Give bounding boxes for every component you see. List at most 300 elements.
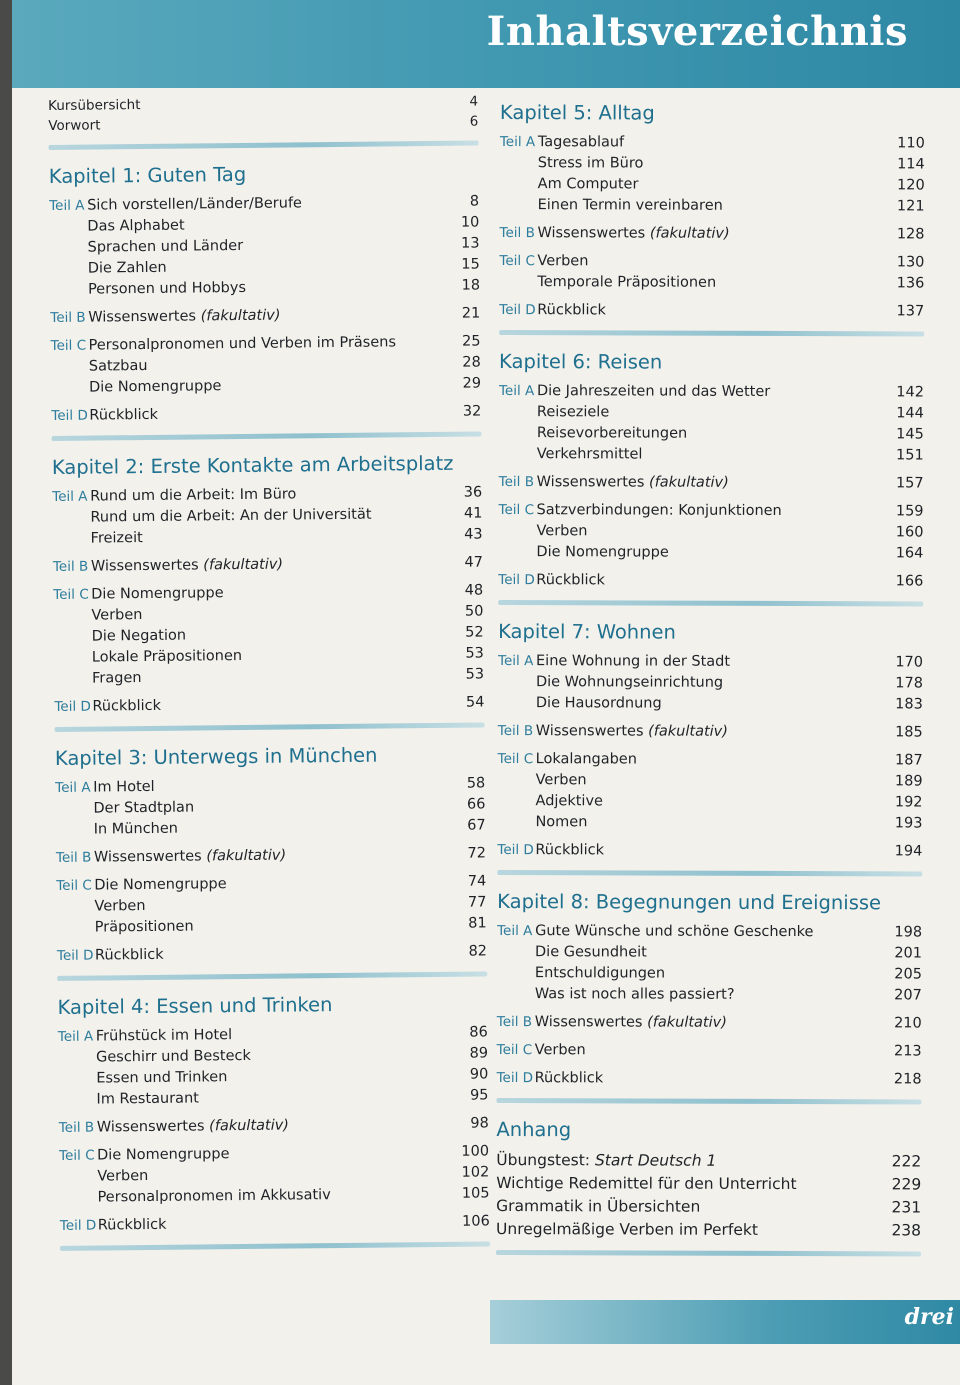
chapter-part — [54, 692, 484, 718]
toc-entry — [91, 524, 483, 549]
entry-text-wrap — [96, 1086, 444, 1111]
toc-entry — [537, 472, 924, 494]
part-label: Teil B — [498, 473, 534, 491]
part-label: Teil B — [497, 722, 534, 740]
part-label: Teil C — [50, 337, 87, 354]
entry-text-wrap — [496, 1218, 877, 1242]
entry-page: 137 — [896, 303, 925, 320]
entry-text-wrap — [89, 402, 437, 427]
toc-entry — [537, 300, 924, 322]
entry-text: Gute Wünsche und schöne Geschenke — [535, 923, 814, 941]
entry-page: 114 — [897, 156, 925, 173]
toc-entry — [535, 963, 922, 985]
entry-page: 194 — [894, 843, 923, 860]
entry-text-wrap — [536, 570, 879, 592]
chapter-part — [499, 381, 924, 466]
entry-text: Die Jahreszeiten und das Wetter — [536, 383, 771, 400]
toc-entry — [496, 1218, 921, 1242]
entry-text-wrap — [535, 963, 878, 985]
chapter-part — [53, 552, 483, 578]
entry-page: 207 — [894, 987, 922, 1004]
entry-note: (fakultativ) — [648, 474, 729, 491]
part-entries — [88, 303, 480, 328]
entry-note: (fakultativ) — [209, 1117, 290, 1135]
chapter-title: Kapitel 8: Begegnungen und Ereignisse — [497, 889, 882, 915]
entry-text-wrap — [496, 1195, 877, 1219]
entry-text-wrap — [536, 791, 879, 813]
chapter-title: Kapitel 6: Reisen — [499, 349, 663, 374]
entry-page: 238 — [891, 1221, 922, 1240]
entry-page: 189 — [894, 773, 923, 790]
part-entries — [94, 871, 487, 938]
entry-text-wrap — [537, 423, 880, 445]
appendix-title: Anhang — [496, 1117, 572, 1142]
entry-text: Rückblick — [97, 1216, 167, 1234]
entry-text: Reisevorbereitungen — [536, 425, 688, 442]
toc-entry — [536, 693, 923, 715]
entry-text: Die Nomengruppe — [94, 876, 227, 894]
chapter-part — [52, 482, 483, 549]
entry-page: 86 — [469, 1024, 488, 1041]
part-label: Teil B — [55, 849, 92, 866]
front-matter-page: 6 — [469, 113, 479, 130]
entry-text: Rückblick — [534, 1070, 604, 1087]
part-label: Teil D — [499, 301, 536, 319]
chapter-title: Kapitel 5: Alltag — [499, 100, 655, 125]
entry-text: Geschirr und Besteck — [95, 1047, 251, 1066]
entry-text-wrap — [94, 844, 442, 869]
entry-text-wrap — [91, 553, 439, 578]
toc-entry — [94, 843, 486, 868]
chapter-part — [498, 721, 923, 743]
entry-text: Rückblick — [537, 302, 606, 319]
part-entries — [536, 570, 923, 592]
toc-entry — [91, 552, 483, 577]
entry-text: Einen Termin vereinbaren — [537, 197, 723, 214]
entry-page: 213 — [893, 1043, 922, 1060]
entry-page: 157 — [895, 475, 924, 492]
entry-text-wrap — [536, 693, 879, 715]
section-divider — [499, 330, 924, 336]
front-matter-row — [48, 111, 478, 136]
chapter-part — [498, 570, 923, 592]
part-entries — [94, 843, 486, 868]
entry-text-wrap — [91, 525, 439, 550]
entry-text: Rückblick — [536, 572, 605, 589]
entry-text: Verben — [534, 1042, 586, 1059]
entry-page: 130 — [896, 254, 925, 271]
toc-entry — [92, 664, 484, 689]
part-entries — [95, 941, 487, 966]
entry-text-wrap — [537, 472, 880, 494]
entry-page: 43 — [464, 526, 483, 543]
part-entries — [536, 721, 923, 743]
toc-entry — [538, 174, 925, 196]
front-matter-text: Vorwort — [48, 117, 101, 134]
entry-text: Verben — [537, 253, 589, 270]
part-label: Teil C — [59, 1147, 95, 1164]
entry-page: 183 — [895, 696, 923, 713]
entry-page: 18 — [461, 277, 481, 294]
entry-text: Verben — [535, 772, 587, 789]
entry-text-wrap — [535, 921, 878, 943]
part-entries — [536, 500, 923, 564]
footer-band — [490, 1300, 960, 1344]
entry-text: Rückblick — [92, 697, 162, 715]
chapter-section — [52, 448, 485, 717]
chapter-section — [499, 98, 925, 322]
chapter-part — [500, 132, 925, 217]
chapter-section — [498, 347, 924, 592]
part-entries — [535, 840, 922, 862]
part-entries — [535, 749, 922, 834]
part-label: Teil B — [58, 1119, 95, 1136]
chapter-title: Kapitel 7: Wohnen — [498, 619, 676, 644]
entry-text-wrap — [95, 942, 443, 967]
part-label: Teil D — [54, 698, 91, 715]
toc-entry — [537, 423, 924, 445]
entry-text-wrap — [535, 1040, 878, 1062]
part-label: Teil A — [498, 382, 535, 400]
entry-text-wrap — [535, 1068, 878, 1090]
entry-text: Satzverbindungen: Konjunktionen — [536, 502, 782, 519]
chapter-part — [56, 871, 487, 938]
entry-page: 136 — [896, 275, 925, 292]
entry-page: 89 — [469, 1045, 489, 1062]
toc-entry — [536, 570, 923, 592]
entry-page: 100 — [461, 1143, 490, 1160]
toc-entry — [496, 1195, 921, 1219]
chapter-part — [55, 773, 486, 840]
entry-text: Rund um die Arbeit: Im Büro — [90, 486, 297, 505]
entry-text: Personalpronomen im Akkusativ — [97, 1187, 331, 1206]
entry-page: 58 — [466, 775, 486, 792]
entry-text: Unregelmäßige Verben im Perfekt — [496, 1219, 758, 1239]
part-entries — [91, 552, 483, 577]
section-divider — [55, 722, 485, 732]
entry-text: Die Hausordnung — [535, 695, 662, 712]
page-title: Inhaltsverzeichnis — [486, 8, 908, 55]
entry-page: 66 — [466, 796, 486, 813]
toc-entry — [535, 942, 922, 964]
section-divider — [496, 1250, 921, 1256]
toc-entry — [95, 941, 487, 966]
toc-entry — [538, 132, 925, 154]
chapter-section — [57, 988, 490, 1236]
part-label: Teil A — [49, 197, 85, 214]
part-label: Teil B — [52, 558, 89, 575]
entry-text: Wichtige Redemittel für den Unterricht — [496, 1173, 797, 1194]
part-entries — [96, 1022, 489, 1110]
entry-page: 53 — [465, 645, 484, 662]
entry-page: 32 — [462, 403, 482, 420]
entry-page: 210 — [894, 1015, 922, 1032]
chapter-section — [497, 617, 923, 862]
entry-text: Verben — [94, 898, 146, 915]
part-label: Teil C — [498, 501, 535, 519]
part-label: Teil C — [499, 252, 535, 270]
entry-text: Wissenswertes — [90, 557, 199, 575]
entry-page: 15 — [461, 256, 480, 273]
entry-text-wrap — [535, 942, 878, 964]
part-entries — [98, 1211, 490, 1236]
entry-text: Adjektive — [535, 793, 604, 810]
part-label: Teil C — [497, 750, 534, 768]
entry-text: Der Stadtplan — [93, 799, 195, 817]
part-label: Teil D — [51, 407, 88, 424]
entry-text: Fragen — [92, 670, 142, 687]
entry-text: Am Computer — [537, 176, 639, 193]
entry-text: Lokale Präpositionen — [91, 647, 243, 666]
chapter-part — [497, 840, 922, 862]
part-entries — [90, 482, 483, 549]
part-label: Teil A — [499, 133, 536, 151]
part-entries — [97, 1113, 489, 1138]
chapter-part — [57, 941, 487, 967]
chapter-part — [498, 651, 923, 715]
entry-text: Wissenswertes — [88, 308, 197, 326]
entry-text-wrap — [89, 374, 437, 399]
entry-text-wrap — [95, 914, 443, 939]
entry-note: (fakultativ) — [206, 847, 287, 865]
entry-page: 151 — [896, 447, 924, 464]
part-entries — [535, 1040, 922, 1062]
chapter-part — [497, 1012, 922, 1034]
section-divider — [57, 971, 487, 981]
right-column — [496, 98, 925, 1268]
entry-text: Grammatik in Übersichten — [496, 1196, 701, 1216]
toc-entry — [536, 721, 923, 743]
entry-text-wrap — [535, 840, 878, 862]
part-entries — [538, 132, 925, 217]
toc-entry — [95, 913, 487, 938]
toc-entry — [535, 921, 922, 943]
entry-text: Entschuldigungen — [534, 965, 666, 982]
part-label: Teil A — [52, 488, 88, 505]
chapter-part — [51, 401, 481, 427]
entry-text: Verben — [97, 1168, 149, 1185]
toc-entry — [536, 770, 923, 792]
front-matter-text: Kursübersicht — [48, 97, 141, 114]
book-page — [12, 0, 960, 1385]
part-entries — [537, 251, 924, 294]
entry-text: Verben — [91, 607, 143, 624]
entry-page: 98 — [470, 1115, 489, 1132]
entry-note: Start Deutsch 1 — [594, 1151, 717, 1170]
entry-text-wrap — [97, 1114, 445, 1139]
entry-text: Personalpronomen und Verben im Präsens — [88, 334, 397, 354]
chapter-part — [497, 1040, 922, 1062]
chapter-section — [49, 157, 482, 426]
chapter-part — [58, 1022, 489, 1110]
entry-page: 198 — [894, 924, 923, 941]
part-label: Teil B — [50, 309, 86, 326]
part-entries — [535, 1068, 922, 1090]
entry-text: Verben — [536, 523, 588, 540]
entry-page: 142 — [896, 384, 925, 401]
part-label: Teil D — [497, 841, 534, 859]
toc-entry — [496, 1172, 921, 1196]
entry-text-wrap — [537, 444, 880, 466]
entry-text-wrap — [496, 1149, 877, 1173]
entry-text: Rückblick — [89, 406, 159, 424]
entry-text: Das Alphabet — [87, 217, 185, 235]
header-band — [12, 0, 960, 88]
appendix-section — [496, 1115, 921, 1242]
entry-note: (fakultativ) — [647, 1014, 727, 1031]
chapter-title: Kapitel 1: Guten Tag — [48, 162, 247, 188]
chapter-part — [497, 749, 922, 834]
entry-page: 50 — [464, 603, 484, 620]
entry-text: Sich vorstellen/Länder/Berufe — [87, 195, 303, 214]
entry-page: 128 — [896, 226, 925, 243]
entry-text: Reiseziele — [536, 404, 610, 421]
entry-page: 90 — [469, 1066, 489, 1083]
entry-text: Die Nomengruppe — [97, 1146, 230, 1164]
chapter-part — [50, 303, 480, 329]
entry-page: 205 — [894, 966, 922, 983]
section-divider — [498, 600, 923, 606]
chapter-part — [497, 921, 922, 1006]
section-divider — [496, 1098, 921, 1104]
entry-text-wrap — [536, 672, 879, 694]
part-entries — [537, 223, 924, 245]
entry-page: 231 — [891, 1198, 922, 1217]
entry-text-wrap — [537, 251, 880, 273]
entry-text-wrap — [496, 1172, 877, 1196]
entry-text-wrap — [536, 521, 879, 543]
entry-page: 110 — [897, 135, 925, 152]
entry-page: 82 — [468, 943, 488, 960]
entry-text-wrap — [536, 749, 879, 771]
chapter-title: Kapitel 4: Essen und Trinken — [57, 993, 333, 1019]
entry-page: 13 — [461, 235, 480, 252]
entry-text: Im Restaurant — [96, 1090, 199, 1108]
toc-entry — [537, 444, 924, 466]
entry-text-wrap — [98, 1212, 446, 1237]
entry-text: Wissenswertes — [534, 1014, 643, 1031]
chapter-part — [60, 1211, 490, 1237]
part-entries — [97, 1141, 490, 1208]
entry-text-wrap — [535, 1012, 878, 1034]
entry-note: (fakultativ) — [200, 307, 281, 325]
entry-page: 170 — [895, 654, 924, 671]
entry-text-wrap — [88, 276, 436, 301]
toc-entry — [536, 672, 923, 694]
entry-page: 36 — [463, 484, 483, 501]
part-entries — [537, 381, 924, 466]
entry-page: 222 — [891, 1152, 922, 1171]
entry-page: 105 — [461, 1185, 490, 1202]
entry-text-wrap — [94, 816, 442, 841]
toc-entry — [536, 651, 923, 673]
entry-text: Satzbau — [88, 357, 148, 375]
chapter-part — [59, 1141, 490, 1208]
entry-text: Lokalangaben — [535, 751, 637, 768]
toc-entry — [537, 402, 924, 424]
toc-entry — [535, 1040, 922, 1062]
part-label: Teil B — [496, 1013, 533, 1031]
part-label: Teil A — [497, 922, 533, 940]
chapter-part — [499, 300, 924, 322]
entry-page: 229 — [891, 1175, 922, 1194]
right-chapter-list — [496, 98, 925, 1104]
entry-text-wrap — [536, 542, 879, 564]
part-label: Teil B — [499, 224, 535, 242]
entry-text: In München — [93, 820, 179, 838]
entry-text: Tagesablauf — [537, 134, 625, 151]
entry-page: 144 — [896, 405, 924, 422]
entry-page: 164 — [895, 545, 924, 562]
entry-page: 52 — [465, 624, 484, 641]
toc-entry — [537, 272, 924, 294]
entry-page: 81 — [468, 915, 487, 932]
toc-entry — [538, 195, 925, 217]
entry-text-wrap — [538, 153, 881, 175]
entry-text-wrap — [538, 174, 881, 196]
part-entries — [93, 773, 486, 840]
part-label: Teil C — [496, 1041, 533, 1059]
part-label: Teil A — [498, 652, 534, 670]
toc-entry — [98, 1211, 490, 1236]
part-label: Teil C — [53, 586, 89, 603]
toc-entry — [535, 1068, 922, 1090]
entry-page: 74 — [467, 873, 487, 890]
toc-entry — [537, 381, 924, 403]
entry-text-wrap — [538, 132, 881, 154]
section-divider — [60, 1241, 490, 1251]
entry-page: 187 — [894, 752, 923, 769]
toc-entry — [536, 791, 923, 813]
toc-entry — [536, 542, 923, 564]
toc-entry — [94, 815, 486, 840]
left-chapter-list — [49, 157, 490, 1250]
chapter-part — [56, 843, 486, 869]
entry-text-wrap — [536, 770, 879, 792]
toc-entry — [88, 303, 480, 328]
entry-text: Rund um die Arbeit: An der Universität — [90, 506, 372, 526]
chapter-title: Kapitel 3: Unterwegs in München — [54, 743, 378, 770]
entry-page: 10 — [460, 214, 480, 231]
section-divider — [497, 870, 922, 876]
left-column — [48, 91, 490, 1262]
entry-text: Wissenswertes — [536, 474, 645, 491]
entry-text-wrap — [537, 300, 880, 322]
section-divider — [52, 431, 482, 441]
entry-text-wrap — [535, 984, 878, 1006]
toc-entry — [535, 1012, 922, 1034]
entry-text: Wissenswertes — [535, 723, 644, 740]
toc-entry — [537, 500, 924, 522]
part-entries — [537, 300, 924, 322]
toc-entry — [537, 251, 924, 273]
entry-text: Rückblick — [535, 842, 605, 859]
entry-page: 102 — [461, 1164, 490, 1181]
chapter-part — [499, 223, 924, 245]
entry-text: Im Hotel — [93, 778, 155, 796]
entry-page: 77 — [467, 894, 487, 911]
toc-entry — [535, 984, 922, 1006]
entry-text: Die Negation — [91, 627, 187, 645]
entry-text-wrap — [536, 651, 879, 673]
part-entries — [89, 331, 482, 398]
chapter-part — [499, 472, 924, 494]
entry-text-wrap — [97, 1184, 445, 1209]
entry-page: 67 — [467, 817, 486, 834]
toc-entry — [89, 401, 481, 426]
page-number-word: drei — [904, 1304, 954, 1330]
chapter-section — [497, 887, 923, 1090]
